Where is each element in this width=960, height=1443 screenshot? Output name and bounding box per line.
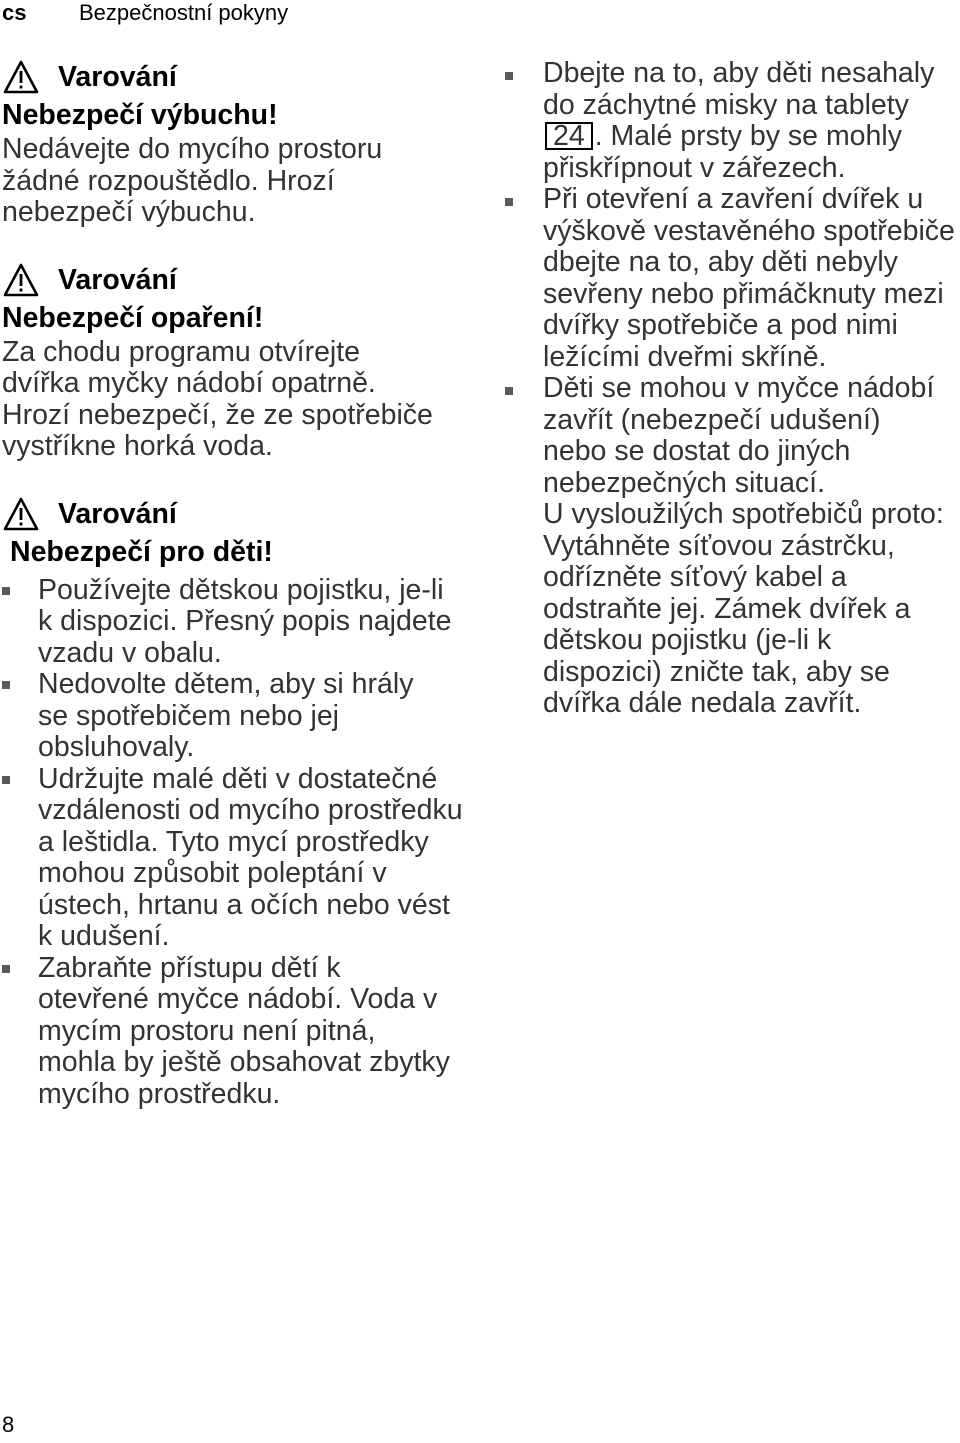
warning-label: Varování	[58, 497, 177, 530]
list-item: Děti se mohou v myčce nádobí zavřít (nebezpečí udušení) nebo se dostat do jiných nebezpečných situací.	[505, 373, 960, 499]
list-item: Používejte dětskou pojistku, je-li k dispozici. Přesný popis najdete vzadu v obalu.	[2, 575, 472, 670]
square-bullet-icon	[2, 776, 10, 784]
children-safety-list-continued	[505, 58, 960, 499]
warning-explosion	[2, 56, 472, 229]
list-item: Udržujte malé děti v dostatečné vzdálenosti od mycího prostředku a leštidla. Tyto mycí prostředky mohou způsobit poleptání v ústech, hrtanu a očích nebo vést k udušení.	[2, 764, 472, 953]
warning-label: Varování	[58, 61, 177, 93]
warning-triangle-icon	[2, 262, 40, 298]
disposal-paragraph: U vysloužilých spotřebičů proto: Vytáhněte síťovou zástrčku, odřízněte síťový kabel a odstraňte jej. Zámek dvířek a dětskou pojistku (je-li k dispozici) zničte tak, aby se dvířka dále nedala zavřít.	[543, 498, 944, 719]
square-bullet-icon	[2, 587, 10, 595]
square-bullet-icon	[2, 965, 10, 973]
section-title: Bezpečnostní pokyny	[79, 0, 289, 25]
figure-reference: 24	[545, 122, 593, 150]
warning-triangle-icon	[2, 496, 40, 532]
warning-header	[2, 259, 472, 301]
warning-triangle-icon	[2, 59, 40, 95]
square-bullet-icon	[505, 198, 513, 206]
list-item: Dbejte na to, aby děti nesahaly do záchytné misky na tablety 24 . Malé prsty by se mohly přiskřípnout v zářezech.	[505, 58, 960, 184]
warning-text: Nedávejte do mycího prostoru žádné rozpouštědlo. Hrozí nebezpečí výbuchu.	[2, 133, 383, 228]
left-column	[2, 56, 472, 1110]
warning-children	[2, 493, 472, 1111]
list-item: Nedovolte dětem, aby si hrály se spotřebičem nebo jej obsluhovaly.	[2, 669, 472, 764]
page-number: 8	[2, 1412, 15, 1437]
warning-header	[2, 56, 472, 98]
square-bullet-icon	[2, 681, 10, 689]
list-item: Zabraňte přístupu dětí k otevřené myčce nádobí. Voda v mycím prostoru není pitná, mohla by ještě obsahovat zbytky mycího prostředku.	[2, 953, 472, 1111]
warning-scalding	[2, 259, 472, 463]
right-column	[505, 58, 960, 720]
language-code: cs	[2, 0, 27, 25]
square-bullet-icon	[505, 72, 513, 80]
warning-title: Nebezpečí výbuchu!	[2, 99, 278, 131]
warning-text: Za chodu programu otvírejte dvířka myčky nádobí opatrně. Hrozí nebezpečí, že ze spotřebiče vystříkne horká voda.	[2, 335, 433, 462]
list-item: Při otevření a zavření dvířek u výškově vestavěného spotřebiče dbejte na to, aby děti nebyly sevřeny nebo přimáčknuty mezi dvířky spotřebiče a pod nimi ležícími dveřmi skříně.	[505, 184, 960, 373]
children-safety-list	[2, 575, 472, 1111]
warning-label: Varování	[58, 263, 177, 296]
square-bullet-icon	[505, 387, 513, 395]
warning-title: Nebezpečí pro děti!	[10, 535, 273, 568]
warning-header	[2, 493, 472, 535]
warning-title: Nebezpečí opaření!	[2, 301, 264, 334]
